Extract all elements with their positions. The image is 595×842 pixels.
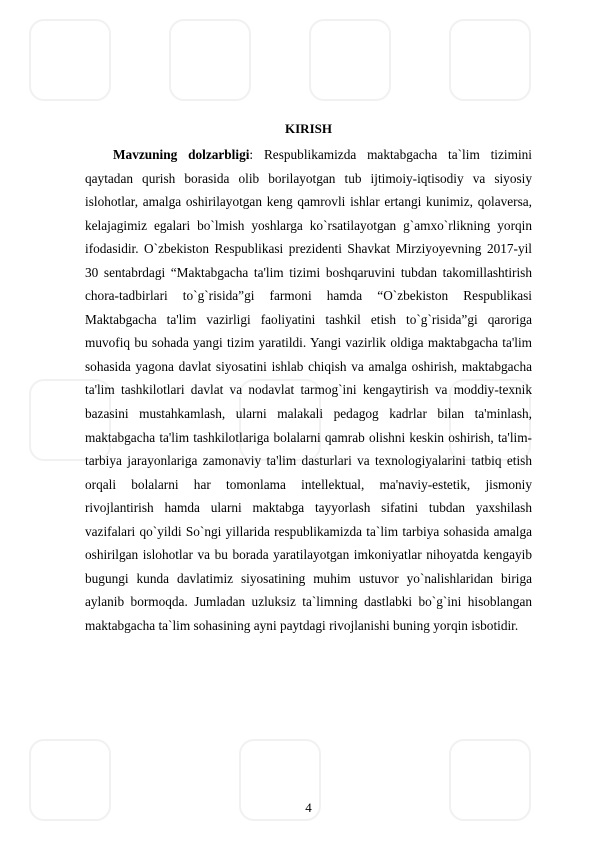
- section-heading: KIRISH: [285, 121, 332, 136]
- document-page: [85, 121, 532, 637]
- paragraph-text: Respublikamizda maktabgacha ta`lim tizimini qaytadan qurish borasida olib borilayotgan tub ijtimoiy-iqtisodiy va siyosiy islohotlar, amalga oshirilayotgan keng qamrovli ishlar ertangi kunimiz, qolaversa, kelajagimiz egalari bo`lmish yoshlarga ko`rsatilayotgan g`amxo`rlikning yorqin ifodasidir. O`zbekiston Respublikasi prezidenti Shavkat Mirziyoyevning 2017-yil 30 sentabrdagi “Maktabgacha ta'lim tizimi boshqaruvini tubdan takomillashtirish chora-tadbirlari to`g`risida”gi farmoni hamda “O`zbekiston Respublikasi Maktabgacha ta'lim vazirligi faoliyatini tashkil etish to`g`risida”gi qaroriga muvofiq bu sohada yangi tizim yaratildi. Yangi vazirlik oldiga maktabgacha ta'lim sohasida yagona davlat siyosatini ishlab chiqish va amalga oshirish, maktabgacha ta'lim tashkilotlari davlat va nodavlat tarmog`ini kengaytirish va moddiy-texnik bazasini mustahkamlash, ularni malakali pedagog kadrlar bilan ta'minlash, maktabgacha ta'lim tashkilotlariga bolalarni qamrab olishni keskin oshirish, ta'lim-tarbiya jarayonlariga zamonaviy ta'lim dasturlari va texnologiyalarini tatbiq etish orqali bolalarni har tomonlama intellektual, ma'naviy-estetik, jismoniy rivojlantirish hamda ularni maktabga tayyorlash sifatini tubdan yaxshilash vazifalari qo`yildi So`ngi yillarida respublikamizda ta`lim tarbiya sohasida amalga oshirilgan islohotlar va bu borada yaratilayotgan imkoniyatlar nihoyatda kengayib bugungi kunda davlatimiz siyosatining muhim ustuvor yo`nalishlaridan biriga aylanib bormoqda. Jumladan uzluksiz ta`limning dastlabki bo`g`ini hisoblangan maktabgacha ta`lim sohasining ayni paytdagi rivojlanishi buning yorqin isbotidir.: [85, 147, 532, 633]
- lead-term: Mavzuning dolzarbligi: [113, 147, 250, 162]
- page-number: 4: [305, 800, 312, 815]
- body-paragraph: [85, 143, 532, 637]
- lead-separator: :: [249, 147, 264, 162]
